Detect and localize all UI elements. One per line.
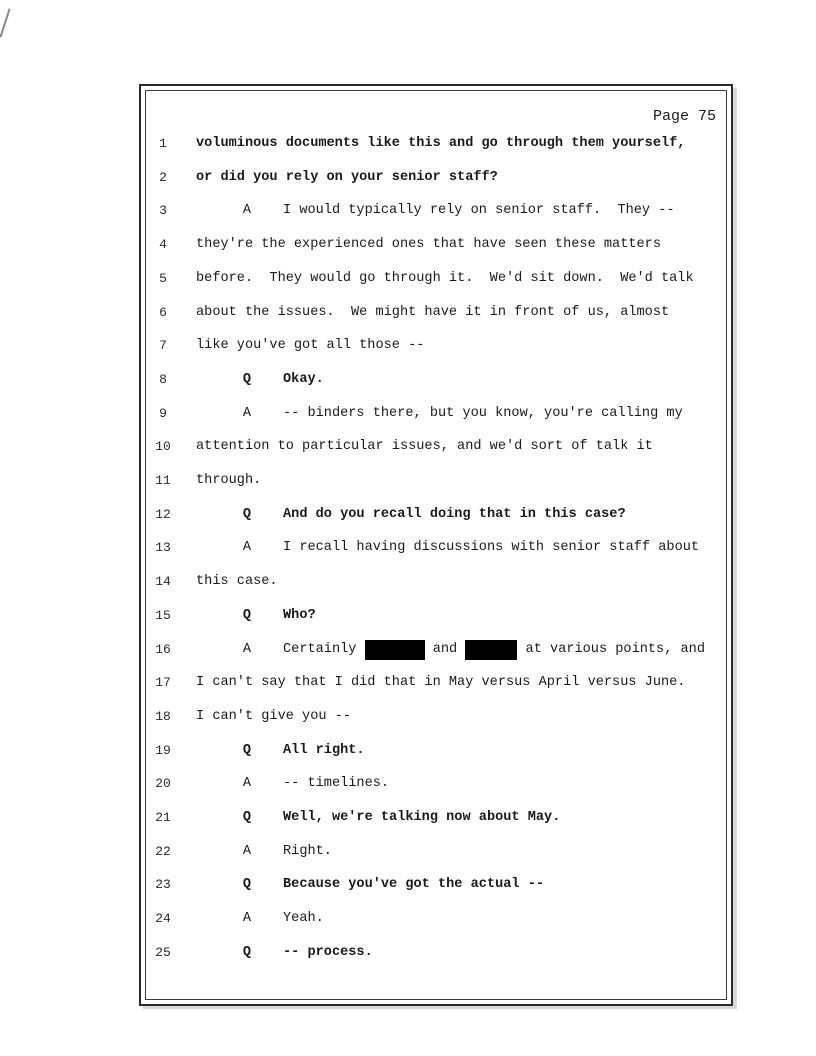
transcript-line: [150, 774, 722, 794]
line-number: 14: [155, 574, 171, 590]
question-marker: Q: [242, 877, 252, 893]
line-text: -- binders there, but you know, you're calling my: [283, 405, 683, 421]
line-number: 20: [155, 776, 171, 792]
line-number: 15: [155, 607, 171, 623]
transcript-line: [150, 808, 722, 828]
line-text: Who?: [283, 607, 316, 623]
question-marker: Q: [242, 506, 252, 522]
line-number: 2: [159, 169, 167, 185]
line-text: before. They would go through it. We'd sit down. We'd talk: [196, 270, 694, 286]
transcript-line: [150, 471, 722, 491]
line-text: or did you rely on your senior staff?: [196, 169, 498, 185]
transcript-line: [150, 168, 722, 188]
line-text: voluminous documents like this and go through them yourself,: [196, 136, 686, 151]
line-text: this case.: [196, 574, 278, 590]
line-number: 25: [155, 944, 171, 960]
line-text: Well, we're talking now about May.: [283, 810, 561, 825]
transcript-line: [150, 909, 722, 929]
line-text-part: Certainly: [283, 641, 365, 657]
line-text: attention to particular issues, and we'd sort of talk it: [196, 439, 653, 455]
redaction-box: [365, 640, 425, 660]
question-marker: Q: [242, 810, 252, 825]
line-number: 24: [155, 911, 171, 927]
line-number: 19: [155, 742, 171, 758]
line-number: 5: [159, 270, 167, 286]
transcript-line: [150, 572, 722, 592]
line-number: 1: [159, 136, 167, 151]
transcript-line: [150, 640, 722, 660]
line-number: 10: [155, 439, 171, 455]
question-marker: Q: [242, 371, 252, 387]
line-number: 23: [155, 877, 171, 893]
page-number: Page 75: [652, 108, 716, 125]
frame-shadow-right: [733, 88, 737, 1008]
transcript-line: [150, 303, 722, 323]
line-text: Okay.: [283, 371, 324, 387]
line-number: 13: [155, 540, 171, 556]
line-number: 7: [159, 338, 167, 354]
line-text: I can't give you --: [196, 708, 351, 724]
transcript-line: [150, 437, 722, 457]
line-text: [283, 640, 705, 660]
transcript-line: [150, 741, 722, 761]
transcript-line: [150, 201, 722, 221]
line-text: like you've got all those --: [196, 338, 425, 354]
line-text-part: at various points, and: [517, 641, 705, 657]
line-text: I recall having discussions with senior staff about: [283, 540, 700, 556]
transcript-line: [150, 943, 722, 963]
transcript-line: [150, 707, 722, 727]
transcript-line: [150, 370, 722, 390]
answer-marker: A: [242, 776, 252, 792]
transcript-line: [150, 134, 722, 154]
answer-marker: A: [242, 843, 252, 859]
line-number: 9: [159, 405, 167, 421]
transcript-line: [150, 842, 722, 862]
line-text: they're the experienced ones that have seen these matters: [196, 237, 661, 253]
transcript-line: [150, 404, 722, 424]
answer-marker: A: [242, 911, 252, 927]
line-number: 21: [155, 810, 171, 825]
answer-marker: A: [242, 540, 252, 556]
line-number: 17: [155, 675, 171, 691]
transcript-line: [150, 673, 722, 693]
transcript-line: [150, 875, 722, 895]
line-text: -- process.: [283, 944, 373, 960]
line-text: I can't say that I did that in May versus April versus June.: [196, 675, 686, 691]
answer-marker: A: [242, 641, 252, 657]
transcript-line: [150, 235, 722, 255]
line-number: 4: [159, 237, 167, 253]
line-text-part: and: [424, 641, 466, 657]
transcript-line: [150, 336, 722, 356]
scan-artifact-mark: [0, 8, 11, 37]
question-marker: Q: [242, 742, 252, 758]
line-number: 11: [155, 473, 171, 488]
redaction-box: [465, 640, 517, 660]
frame-shadow-bottom: [143, 1006, 737, 1009]
line-text: All right.: [283, 742, 365, 758]
line-text: -- timelines.: [283, 776, 390, 792]
line-text: Right.: [283, 843, 332, 859]
line-number: 3: [159, 203, 167, 219]
line-text: through.: [196, 473, 262, 488]
line-text: I would typically rely on senior staff. They --: [283, 203, 675, 219]
transcript-line: [150, 538, 722, 558]
line-number: 12: [155, 506, 171, 522]
line-number: 22: [155, 843, 171, 859]
question-marker: Q: [242, 944, 252, 960]
question-marker: Q: [242, 607, 252, 623]
line-number: 16: [155, 641, 171, 657]
line-text: Because you've got the actual --: [283, 877, 545, 893]
line-text: Yeah.: [283, 911, 324, 927]
line-text: about the issues. We might have it in front of us, almost: [196, 304, 670, 320]
answer-marker: A: [242, 405, 252, 421]
line-number: 6: [159, 304, 167, 320]
transcript-line: [150, 505, 722, 525]
transcript-line: [150, 269, 722, 289]
line-number: 18: [155, 708, 171, 724]
line-number: 8: [159, 371, 167, 387]
line-text: And do you recall doing that in this case?: [283, 506, 626, 522]
transcript-line: [150, 606, 722, 626]
answer-marker: A: [242, 203, 252, 219]
